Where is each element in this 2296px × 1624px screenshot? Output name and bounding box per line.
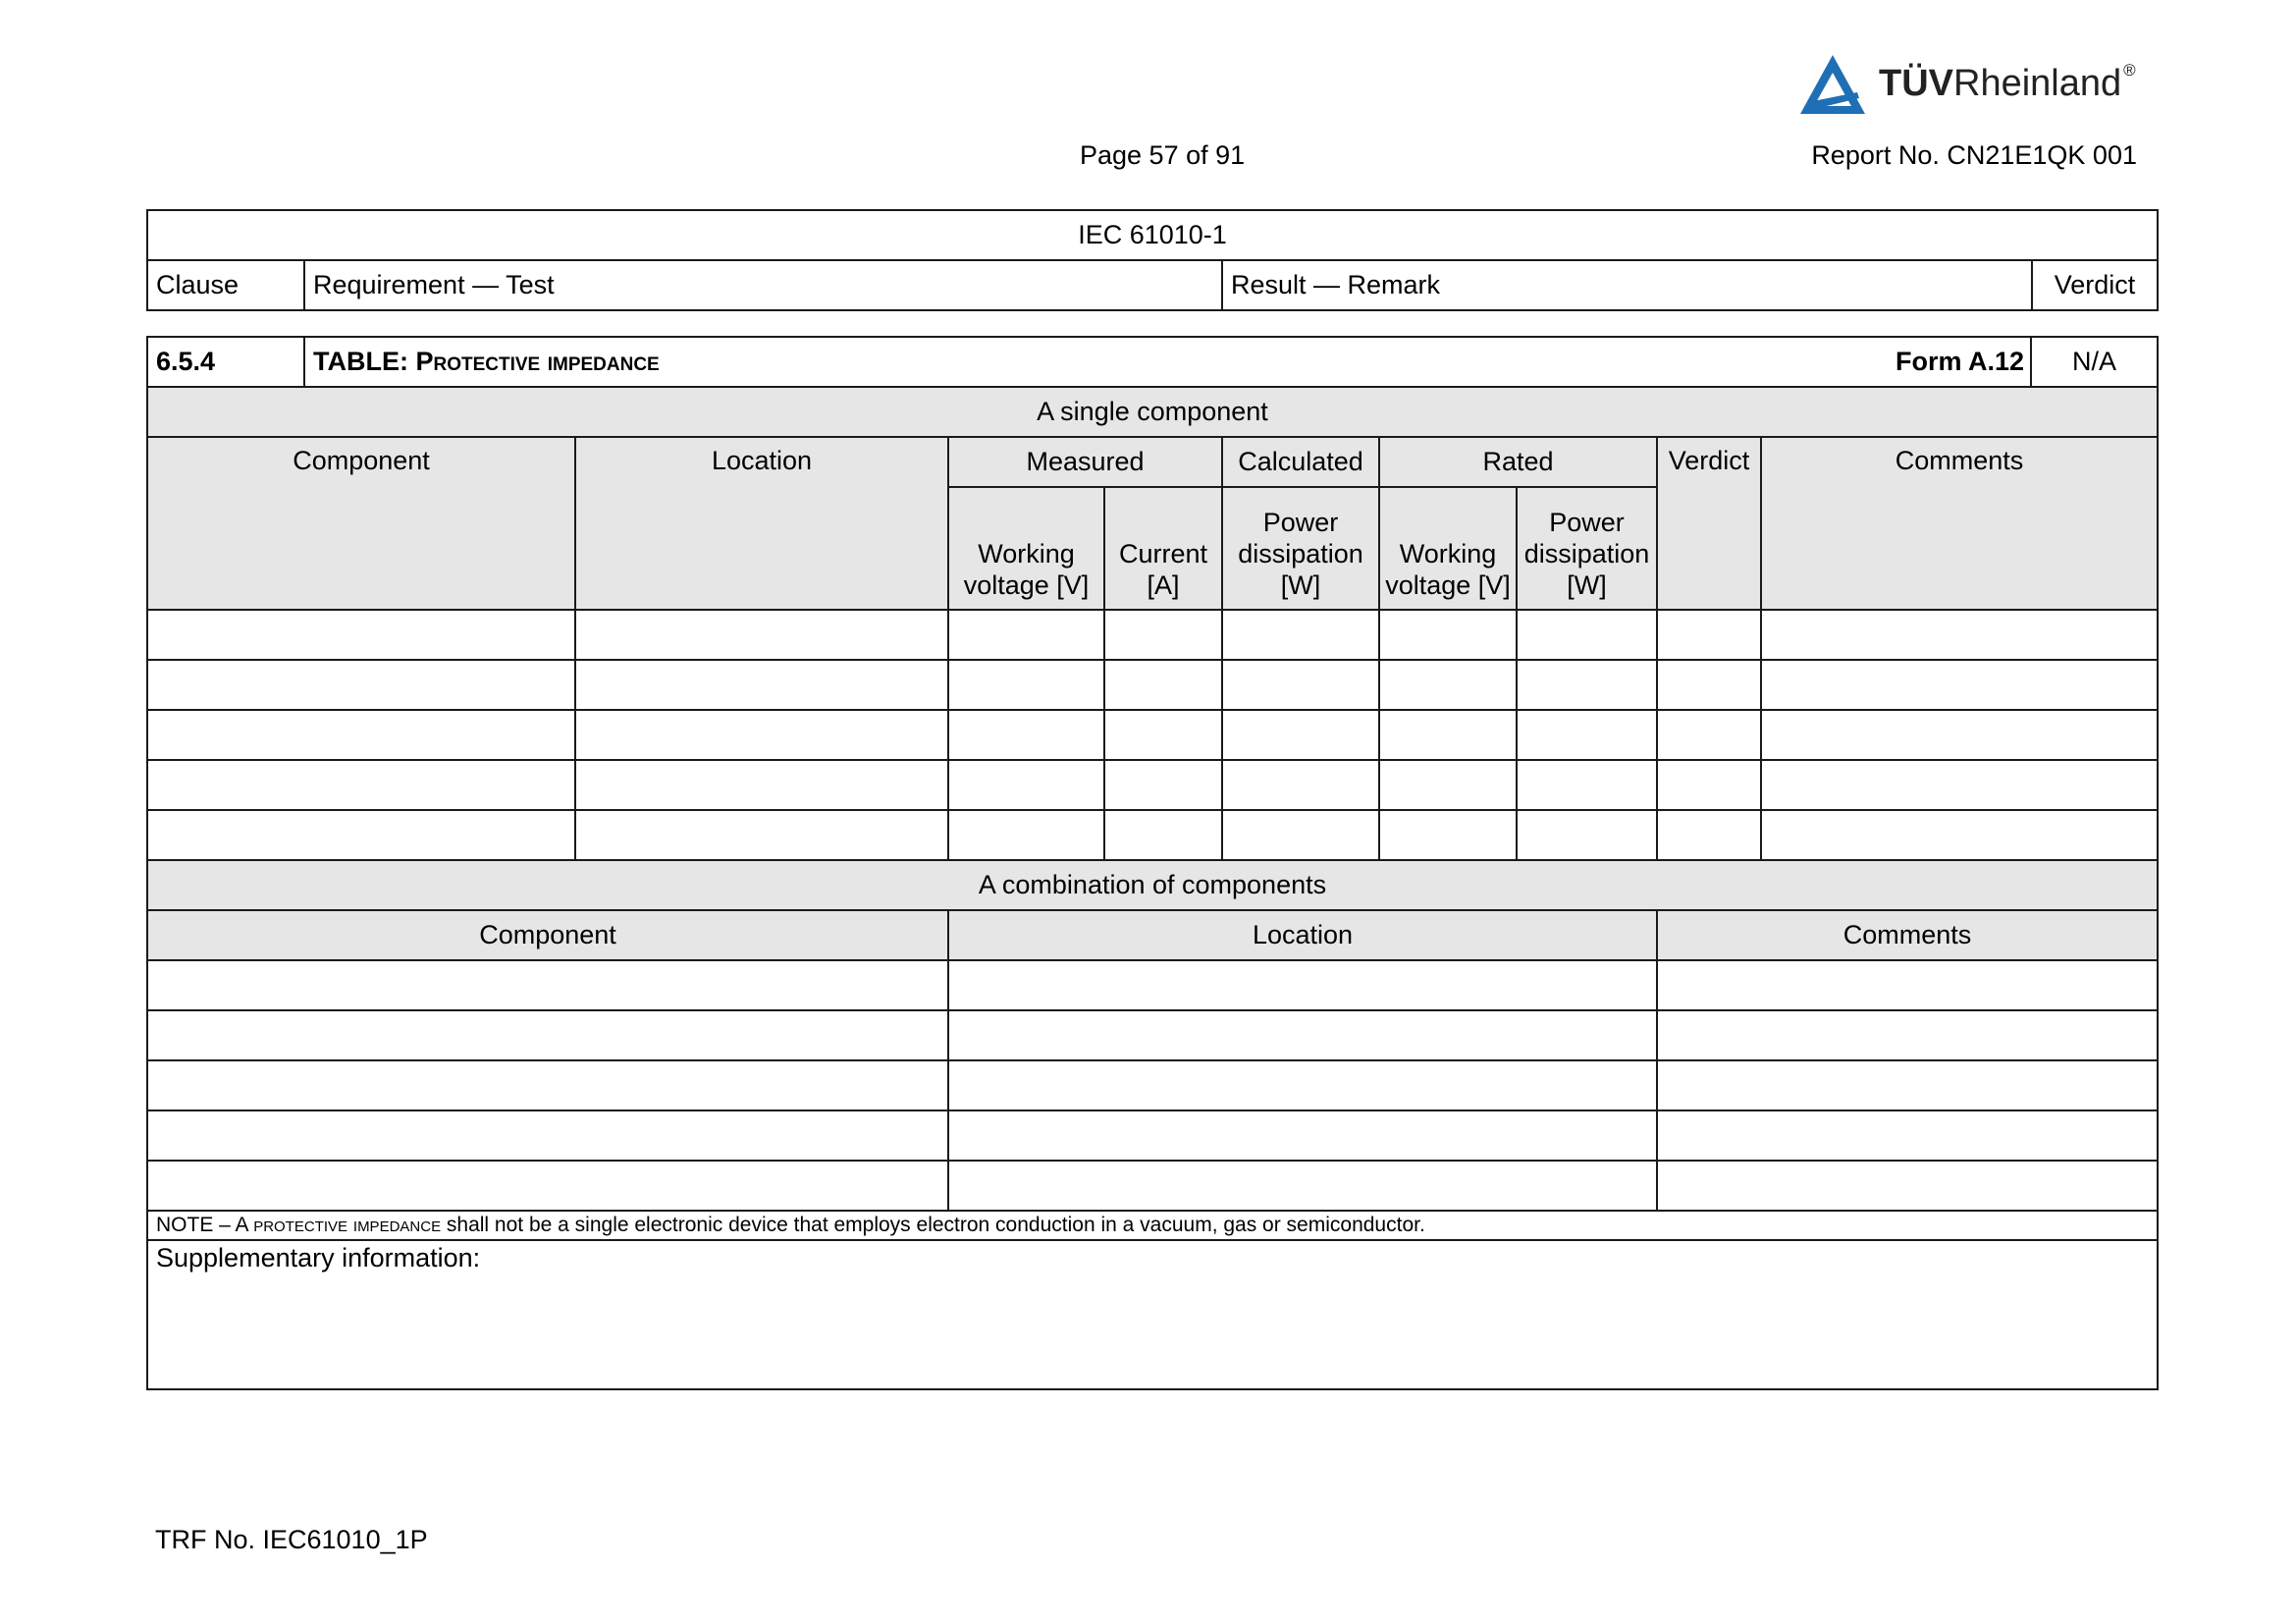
trf-number: TRF No. IEC61010_1P [155, 1525, 428, 1554]
combination-section-title: A combination of components [147, 860, 2158, 910]
table-title: TABLE: Protective impedance [313, 347, 660, 376]
table-title-row [304, 337, 2031, 387]
measured-current-header: Current [A] [1104, 487, 1222, 610]
table-verdict: N/A [2031, 337, 2158, 387]
single-location-col-header: Location [575, 437, 948, 610]
table-row [147, 960, 2158, 1010]
form-number: Form A.12 [1895, 347, 2024, 376]
result-col-header: Result — Remark [1222, 260, 2032, 310]
verdict-col-header: Verdict [2032, 260, 2158, 310]
measured-col-header: Measured [948, 437, 1222, 487]
standard-title: IEC 61010-1 [147, 210, 2158, 260]
protective-impedance-table [146, 336, 2159, 1390]
single-component-col-header: Component [147, 437, 575, 610]
table-note: NOTE – A protective impedance shall not be a single electronic device that employs electron conduction in a vacuum, gas or semiconductor. [147, 1211, 2158, 1240]
calculated-col-header: Calculated [1222, 437, 1379, 487]
report-number: Report No. CN21E1QK 001 [1811, 140, 2137, 170]
table-row [147, 1110, 2158, 1161]
single-comments-col-header: Comments [1761, 437, 2158, 610]
combo-component-col-header: Component [147, 910, 948, 960]
standard-header-table [146, 209, 2159, 311]
requirement-col-header: Requirement — Test [304, 260, 1222, 310]
rated-col-header: Rated [1379, 437, 1657, 487]
combo-location-col-header: Location [948, 910, 1657, 960]
table-clause: 6.5.4 [147, 337, 304, 387]
table-row [147, 660, 2158, 710]
table-row [147, 1060, 2158, 1110]
table-row [147, 810, 2158, 860]
table-row [147, 1010, 2158, 1060]
page-number: Page 57 of 91 [1080, 140, 1246, 170]
tuv-rheinland-logo [1798, 53, 2152, 122]
combo-comments-col-header: Comments [1657, 910, 2158, 960]
supplementary-information: Supplementary information: [147, 1240, 2158, 1389]
rated-power-header: Power dissipation [W] [1517, 487, 1657, 610]
table-row [147, 710, 2158, 760]
table-row [147, 760, 2158, 810]
rated-working-voltage-header: Working voltage [V] [1379, 487, 1517, 610]
clause-col-header: Clause [147, 260, 304, 310]
single-verdict-col-header: Verdict [1657, 437, 1761, 610]
single-component-section-title: A single component [147, 387, 2158, 437]
calculated-power-header: Power dissipation [W] [1222, 487, 1379, 610]
triangle-logo-icon [1798, 53, 1867, 118]
table-row [147, 1161, 2158, 1211]
table-row [147, 610, 2158, 660]
logo-wordmark: TÜVRheinland ® [1879, 61, 2136, 104]
measured-working-voltage-header: Working voltage [V] [948, 487, 1104, 610]
